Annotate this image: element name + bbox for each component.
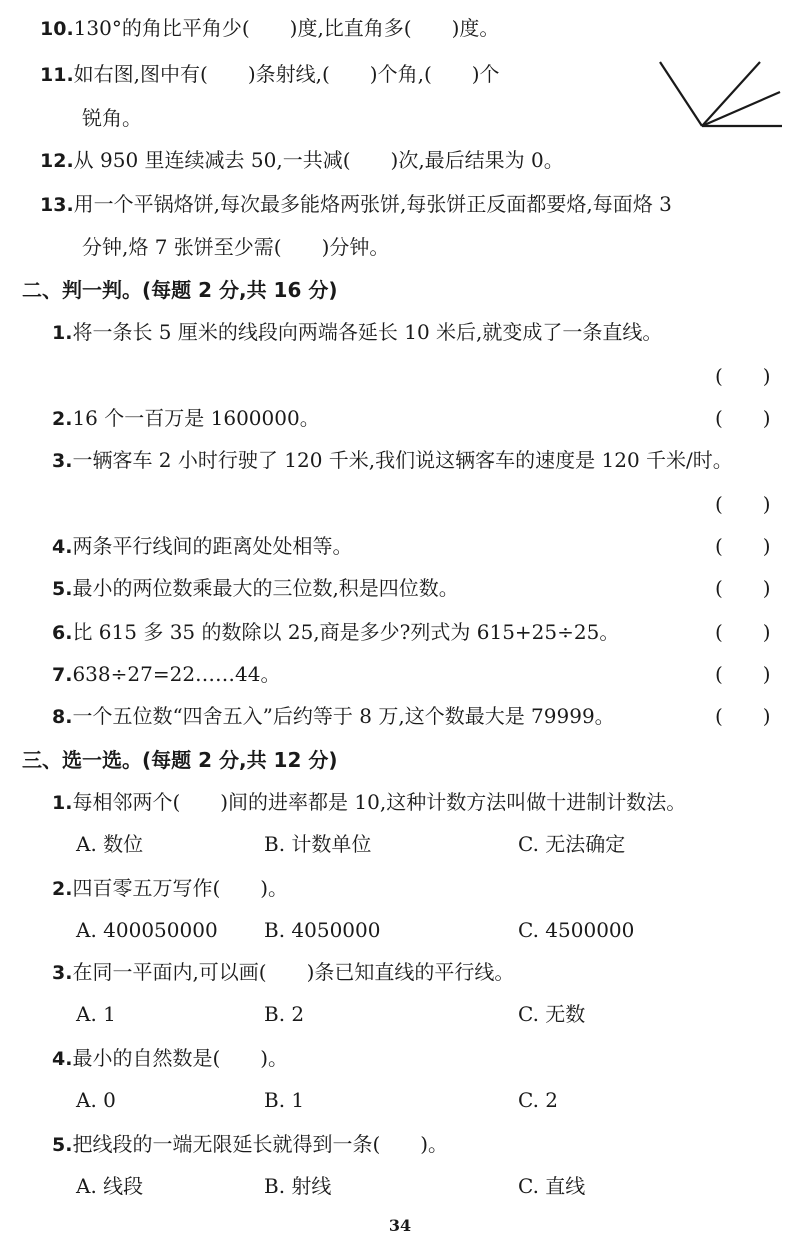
item-number: 3. — [52, 450, 73, 472]
rays-angle-figure — [656, 60, 784, 132]
judge-item-4 — [52, 532, 352, 561]
answer-paren[interactable]: ( ) — [715, 364, 771, 388]
item-text: 638÷27=22……44。 — [72, 662, 281, 686]
item-number: 1. — [52, 792, 73, 814]
question-11-continuation: 锐角。 — [82, 106, 142, 130]
question-10 — [40, 14, 499, 43]
question-number: 10. — [40, 18, 74, 40]
question-text: 从 950 里连续减去 50,一共减( )次,最后结果为 0。 — [73, 148, 564, 172]
item-number: 4. — [52, 1048, 73, 1070]
option-a[interactable]: A. 数位 — [76, 832, 144, 856]
ray-3 — [702, 92, 780, 126]
item-text: 四百零五万写作( )。 — [72, 876, 289, 900]
item-number: 8. — [52, 706, 73, 728]
option-b[interactable]: B. 计数单位 — [264, 832, 372, 856]
answer-paren[interactable]: ( ) — [715, 620, 771, 644]
option-b[interactable]: B. 射线 — [264, 1174, 332, 1198]
judge-item-5 — [52, 574, 459, 603]
option-b[interactable]: B. 1 — [264, 1088, 305, 1112]
question-13-continuation: 分钟,烙 7 张饼至少需( )分钟。 — [82, 235, 390, 259]
ray-2 — [702, 62, 760, 126]
choose-item-2 — [52, 874, 288, 903]
question-number: 13. — [40, 194, 74, 216]
choose-item-1 — [52, 788, 686, 817]
item-number: 1. — [52, 322, 73, 344]
answer-paren[interactable]: ( ) — [715, 406, 771, 430]
question-text: 如右图,图中有( )条射线,( )个角,( )个 — [73, 62, 500, 86]
question-number: 11. — [40, 64, 74, 86]
item-text: 比 615 多 35 的数除以 25,商是多少?列式为 615+25÷25。 — [72, 620, 620, 644]
item-number: 2. — [52, 408, 73, 430]
choose-item-5 — [52, 1130, 448, 1159]
item-number: 2. — [52, 878, 73, 900]
choose-item-3 — [52, 958, 514, 987]
judge-item-3 — [52, 446, 733, 475]
option-c[interactable]: C. 无法确定 — [518, 832, 626, 856]
question-text: 130°的角比平角少( )度,比直角多( )度。 — [73, 16, 500, 40]
item-text: 最小的两位数乘最大的三位数,积是四位数。 — [72, 576, 459, 600]
option-c[interactable]: C. 4500000 — [518, 918, 635, 942]
item-text: 16 个一百万是 1600000。 — [72, 406, 320, 430]
answer-paren[interactable]: ( ) — [715, 704, 771, 728]
answer-paren[interactable]: ( ) — [715, 662, 771, 686]
item-text: 两条平行线间的距离处处相等。 — [72, 534, 353, 558]
item-number: 6. — [52, 622, 73, 644]
choose-item-4 — [52, 1044, 288, 1073]
item-text: 一辆客车 2 小时行驶了 120 千米,我们说这辆客车的速度是 120 千米/时。 — [72, 448, 733, 472]
option-a[interactable]: A. 0 — [76, 1088, 116, 1112]
option-a[interactable]: A. 400050000 — [76, 918, 218, 942]
answer-paren[interactable]: ( ) — [715, 534, 771, 558]
page-number: 34 — [388, 1216, 412, 1235]
question-text: 用一个平锅烙饼,每次最多能烙两张饼,每张饼正反面都要烙,每面烙 3 — [73, 192, 672, 216]
ray-1 — [660, 62, 702, 126]
item-text: 每相邻两个( )间的进率都是 10,这种计数方法叫做十进制计数法。 — [72, 790, 687, 814]
item-number: 3. — [52, 962, 73, 984]
question-11 — [40, 60, 500, 89]
option-c[interactable]: C. 2 — [518, 1088, 559, 1112]
item-number: 5. — [52, 578, 73, 600]
question-13 — [40, 190, 672, 219]
option-c[interactable]: C. 直线 — [518, 1174, 586, 1198]
answer-paren[interactable]: ( ) — [715, 492, 771, 516]
option-b[interactable]: B. 2 — [264, 1002, 305, 1026]
judge-item-1 — [52, 318, 662, 347]
answer-paren[interactable]: ( ) — [715, 576, 771, 600]
item-number: 4. — [52, 536, 73, 558]
judge-item-2 — [52, 404, 320, 433]
item-text: 把线段的一端无限延长就得到一条( )。 — [72, 1132, 449, 1156]
judge-item-8 — [52, 702, 615, 731]
option-b[interactable]: B. 4050000 — [264, 918, 381, 942]
question-12 — [40, 146, 564, 175]
option-c[interactable]: C. 无数 — [518, 1002, 586, 1026]
item-text: 一个五位数“四舍五入”后约等于 8 万,这个数最大是 79999。 — [72, 704, 615, 728]
judge-item-7 — [52, 660, 281, 689]
item-text: 在同一平面内,可以画( )条已知直线的平行线。 — [72, 960, 515, 984]
item-text: 最小的自然数是( )。 — [72, 1046, 289, 1070]
option-a[interactable]: A. 1 — [76, 1002, 116, 1026]
section-heading-choose: 三、选一选。(每题 2 分,共 12 分) — [22, 748, 338, 772]
section-heading-judge: 二、判一判。(每题 2 分,共 16 分) — [22, 278, 338, 302]
item-text: 将一条长 5 厘米的线段向两端各延长 10 米后,就变成了一条直线。 — [72, 320, 663, 344]
item-number: 7. — [52, 664, 73, 686]
item-number: 5. — [52, 1134, 73, 1156]
judge-item-6 — [52, 618, 619, 647]
option-a[interactable]: A. 线段 — [76, 1174, 144, 1198]
question-number: 12. — [40, 150, 74, 172]
